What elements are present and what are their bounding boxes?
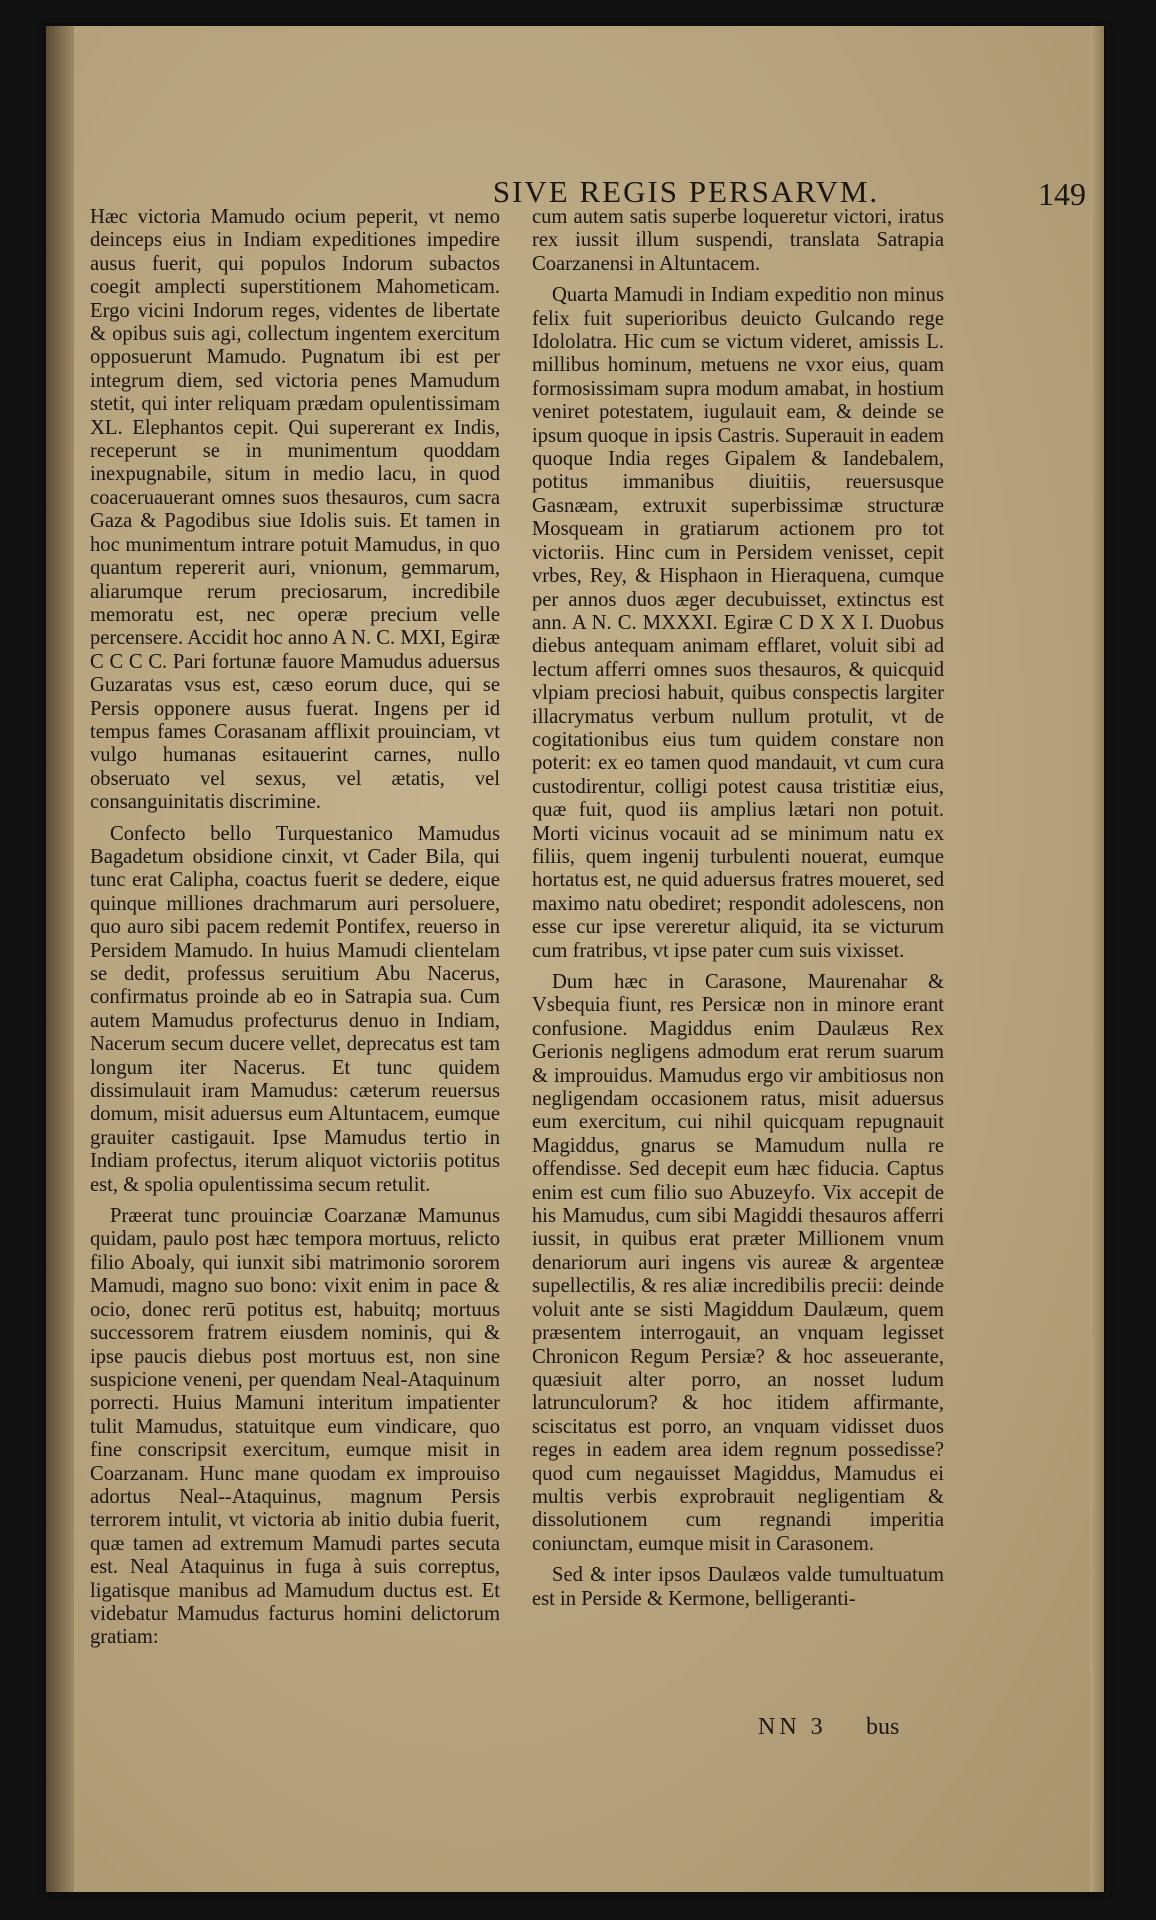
paragraph: Hæc victoria Mamudo ocium peperit, vt nemo deinceps eius in Indiam expeditiones impedire ausus fuerit, qui populos Indorum subactos coegit amplecti superstitionem Mahometicam. Ergo vicini Indorum reges, videntes de libertate & opibus suis agi, collectum ingentem exercitum opposuerunt Mamudo. Pugnatum ibi est per integrum diem, sed victoria penes Mamudum stetit, qui inter reliquam prædam opulentissimam XL. Elephantos cepit. Qui supererant ex Indis, receperunt se in munimentum quoddam inexpugnabile, situm in medio lacu, in quod coaceruauerant omnes suos thesauros, cum sacra Gaza & Pagodibus siue Idolis suis. Et tamen in hoc munimentum intrare potuit Mamudus, in quo quantum repererit auri, vnionum, gemmarum, aliarumque rerum preciosarum, incredibile memoratu est, nec operæ precium velle percensere. Accidit hoc anno A N. C. MXI, Egiræ C C C C. Pari fortunæ fauore Mamudus aduersus Guzaratas vsus est, cæso eorum duce, qui se Persis opponere ausus fuerat. Ingens per id tempus fames Corasanam afflixit prouinciam, vt vulgo humanas esitauerint carnes, nullo obseruato vel sexus, vel ætatis, vel consanguinitatis discrimine. <box>90 206 500 814</box>
paragraph: Dum hæc in Carasone, Maurenahar & Vsbequia fiunt, res Persicæ non in minore erant confusione. Magiddus enim Daulæus Rex Gerionis negligens admodum erat rerum suarum & improuidus. Mamudus ergo vir ambitiosus non negligendam occasionem ratus, misit aduersus eum exercitum, cui nihil quicquam repugnauit Magiddus, gnarus se Mamudum nulla re offendisse. Sed decepit eum hæc fiducia. Captus enim est cum filio suo Abuzeyfo. Vix accepit de his Mamudus, cum sibi Magiddi thesauros afferri iussit, in quibus erat præter Millionem vnum denariorum auri ingens vis aureæ & argenteæ supellectilis, & res aliæ incredibilis precii: deinde voluit ante se sisti Magiddum Daulæum, quem præsentem interrogauit, an vnquam legisset Chronicon Regum Persiæ? & hoc asseuerante, quæsiuit alter porro, an nosset ludum latrunculorum? & hoc itidem affirmante, sciscitatus est porro, an vnquam vidisset duos reges in eadem area idem regnum possedisse? quod cum negauisset Magiddus, Mamudus ei multis verbis exprobrauit negligentiam & dissolutionem cum regnandi imperitia coniunctam, eumque misit in Carasonem. <box>532 971 944 1555</box>
paragraph: Quarta Mamudi in Indiam expeditio non minus felix fuit superioribus deuicto Gulcando rege Idololatra. Hic cum se victum videret, amissis L. millibus hominum, metuens ne vxor eius, quam formosissimam supra modum amabat, in hostium veniret potestatem, iugulauit eam, & deinde se ipsum quoque in ipsis Castris. Superauit in eadem quoque India reges Gipalem & Iandebalem, potitus immanibus diuitiis, reuersusque Gasnæam, extruxit superbissimæ structuræ Mosqueam in gratiarum actionem pro tot victoriis. Hinc cum in Persidem venisset, cepit vrbes, Rey, & Hisphaon in Hieraquena, cumque per annos duos æger decubuisset, extinctus est ann. A N. C. MXXXI. Egiræ C D X X I. Duobus diebus antequam animam efflaret, voluit sibi ad lectum afferri omnes suos thesauros, & quicquid vlpiam preciosi habuit, quibus conspectis largiter illacrymatus verbum nullum protulit, vt de cogitationibus eius tum quidem constare non poterit: ex eo tamen quod mandauit, vt cum cura custodirentur, colligi potest causa tristitiæ eius, quæ fuit, quod iis amplius lætari non potuit. Morti vicinus vocauit ad se minimum natu ex filiis, quem ingenij turbulenti nouerat, eumque hortatus est, ne quid aduersus fratres moueret, sed maximo natu obediret; respondit adolescens, non esse cur ipse vereretur aliquid, ita se victurum cum fratribus, vt ipse pater cum suis vixisset. <box>532 284 944 962</box>
paragraph: Confecto bello Turquestanico Mamudus Bagadetum obsidione cinxit, vt Cader Bila, qui tunc erat Calipha, coactus fuerit se dedere, eique quinque milliones drachmarum auri persoluere, quo auro sibi pacem redemit Pontifex, reuerso in Persidem Mamudo. In huius Mamudi clientelam se dedit, professus seruitium Abu Nacerus, confirmatus proinde ab eo in Satrapia sua. Cum autem Mamudus profecturus denuo in Indiam, Nacerum secum ducere vellet, deprecatus est tam longum iter Nacerus. Et tunc quidem dissimulauit iram Mamudus: cæterum reuersus domum, misit aduersus eum Altuntacem, eumque grauiter castigauit. Ipse Mamudus tertio in Indiam profectus, iterum aliquot victoriis potitus est, & spolia opulentissima secum retulit. <box>90 822 500 1196</box>
left-column <box>90 206 500 1658</box>
page-footer <box>46 1714 1104 1744</box>
catchword: bus <box>866 1714 900 1740</box>
paragraph: Præerat tunc prouinciæ Coarzanæ Mamunus quidam, paulo post hæc tempora mortuus, relicto filio Aboaly, qui iunxit sibi matrimonio sororem Mamudi, magno suo bono: vixit enim in pace & ocio, donec rerū potitus est, habuitq; mortuus successorem fratrem eiusdem nominis, qui & ipse paucis diebus post mortuus est, non sine suspicione veneni, per quendam Neal-Ataquinum porrecti. Huius Mamuni interitum impatienter tulit Mamudus, statuitque eum vindicare, quo fine conscripsit exercitum, eumque misit in Coarzanam. Hunc mane quodam ex improuiso adortus Neal--Ataquinus, magnum Persis terrorem intulit, vt victoria ab initio dubia fuerit, quæ tamen ad extremum Mamudi partes secuta est. Neal Ataquinus in fuga à suis correptus, ligatisque manibus ad Mamudum ductus est. Et videbatur Mamudus facturus homini delictorum gratiam: <box>90 1205 500 1649</box>
paragraph: Sed & inter ipsos Daulæos valde tumultuatum est in Perside & Kermone, belligeranti- <box>532 1564 944 1610</box>
page-number: 149 <box>1038 176 1086 212</box>
binding-gutter <box>46 26 74 1892</box>
signature-mark: NN 3 <box>758 1714 827 1740</box>
page-edge <box>1090 26 1104 1892</box>
book-page <box>46 26 1104 1892</box>
right-column <box>532 206 944 1619</box>
running-title: SIVE REGIS PERSARVM. <box>492 174 880 209</box>
paragraph: cum autem satis superbe loqueretur victori, iratus rex iussit illum suspendi, translata Satrapia Coarzanensi in Altuntacem. <box>532 206 944 275</box>
